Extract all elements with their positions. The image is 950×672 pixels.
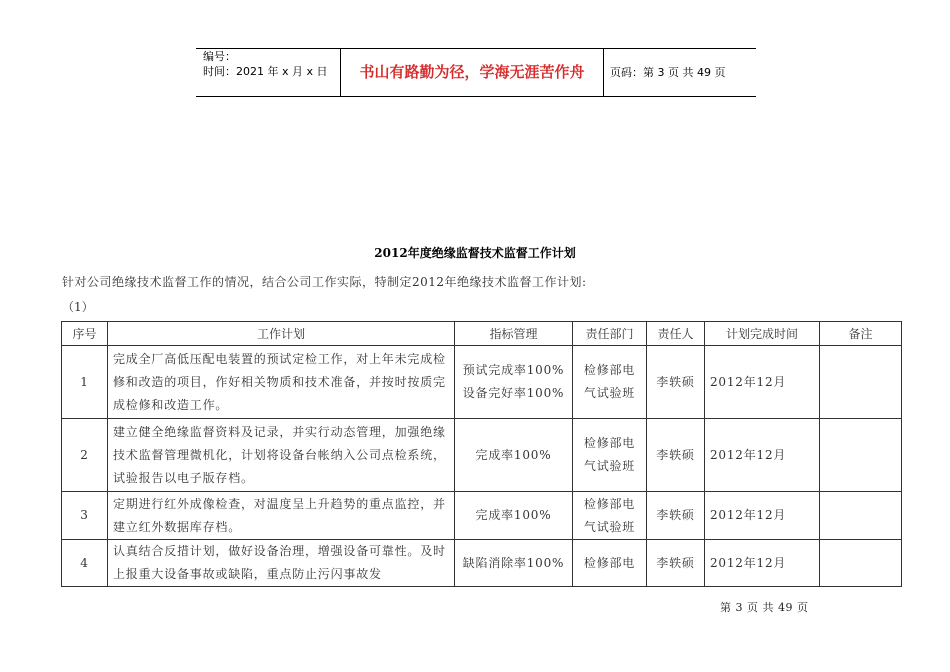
- cell-metric: 完成率100%: [455, 419, 573, 492]
- cell-plan: 完成全厂高低压配电装置的预试定检工作，对上年未完成检修和改造的项目，作好相关物质和技术准备，并按时按质完成检修和改造工作。: [108, 346, 455, 419]
- cell-no: 2: [62, 419, 108, 492]
- header-divider-left: [340, 48, 341, 96]
- cell-person: 李轶硕: [647, 346, 705, 419]
- cell-no: 1: [62, 346, 108, 419]
- cell-person: 李轶硕: [647, 540, 705, 587]
- cell-plan: 认真结合反措计划，做好设备治理，增强设备可靠性。及时上报重大设备事故或缺陷，重点防止污闪事故发: [108, 540, 455, 587]
- cell-remark: [820, 346, 902, 419]
- cell-dept: 检修部电气试验班: [573, 419, 647, 492]
- header-cell-deadline: 计划完成时间: [705, 322, 820, 346]
- header-serial-label: 编号：: [203, 50, 236, 63]
- cell-metric: 缺陷消除率100%: [455, 540, 573, 587]
- cell-dept: 检修部电气试验班: [573, 346, 647, 419]
- table-row: [62, 492, 902, 540]
- cell-deadline: 2012年12月: [705, 346, 820, 419]
- cell-remark: [820, 540, 902, 587]
- cell-deadline: 2012年12月: [705, 492, 820, 540]
- header-page-label: 页码：第 3 页 共 49 页: [610, 66, 726, 79]
- document-intro: 针对公司绝缘技术监督工作的情况，结合公司工作实际，特制定2012年绝缘技术监督工作计划:: [62, 275, 587, 289]
- header-bottom-rule: [196, 96, 756, 97]
- cell-remark: [820, 419, 902, 492]
- header-time-label: 时间：2021 年 x 月 x 日: [203, 65, 328, 78]
- cell-no: 3: [62, 492, 108, 540]
- cell-deadline: 2012年12月: [705, 540, 820, 587]
- cell-remark: [820, 492, 902, 540]
- header-top-rule: [196, 48, 756, 49]
- cell-person: 李轶硕: [647, 419, 705, 492]
- header-cell-metric: 指标管理: [455, 322, 573, 346]
- plan-table: [61, 321, 902, 587]
- footer-page-number: 第 3 页 共 49 页: [720, 601, 809, 614]
- cell-no: 4: [62, 540, 108, 587]
- table-row: [62, 419, 902, 492]
- table-row: [62, 540, 902, 587]
- header-motto: 书山有路勤为径，学海无涯苦作舟: [359, 63, 585, 81]
- header-cell-person: 责任人: [647, 322, 705, 346]
- header-cell-no: 序号: [62, 322, 108, 346]
- header-cell-remark: 备注: [820, 322, 902, 346]
- table-header-row: [62, 322, 902, 346]
- section-number: （1）: [62, 300, 94, 314]
- cell-plan: 建立健全绝缘监督资料及记录，并实行动态管理，加强绝缘技术监督管理微机化，计划将设备台帐纳入公司点检系统，试验报告以电子版存档。: [108, 419, 455, 492]
- header-cell-dept: 责任部门: [573, 322, 647, 346]
- cell-deadline: 2012年12月: [705, 419, 820, 492]
- cell-metric: 完成率100%: [455, 492, 573, 540]
- header-cell-plan: 工作计划: [108, 322, 455, 346]
- table-row: [62, 346, 902, 419]
- cell-dept: 检修部电: [573, 540, 647, 587]
- header-divider-right: [603, 48, 604, 96]
- cell-dept: 检修部电气试验班: [573, 492, 647, 540]
- cell-plan: 定期进行红外成像检查，对温度呈上升趋势的重点监控，并建立红外数据库存档。: [108, 492, 455, 540]
- cell-metric: 预试完成率100% 设备完好率100%: [455, 346, 573, 419]
- document-title: 2012年度绝缘监督技术监督工作计划: [374, 246, 576, 260]
- cell-person: 李轶硕: [647, 492, 705, 540]
